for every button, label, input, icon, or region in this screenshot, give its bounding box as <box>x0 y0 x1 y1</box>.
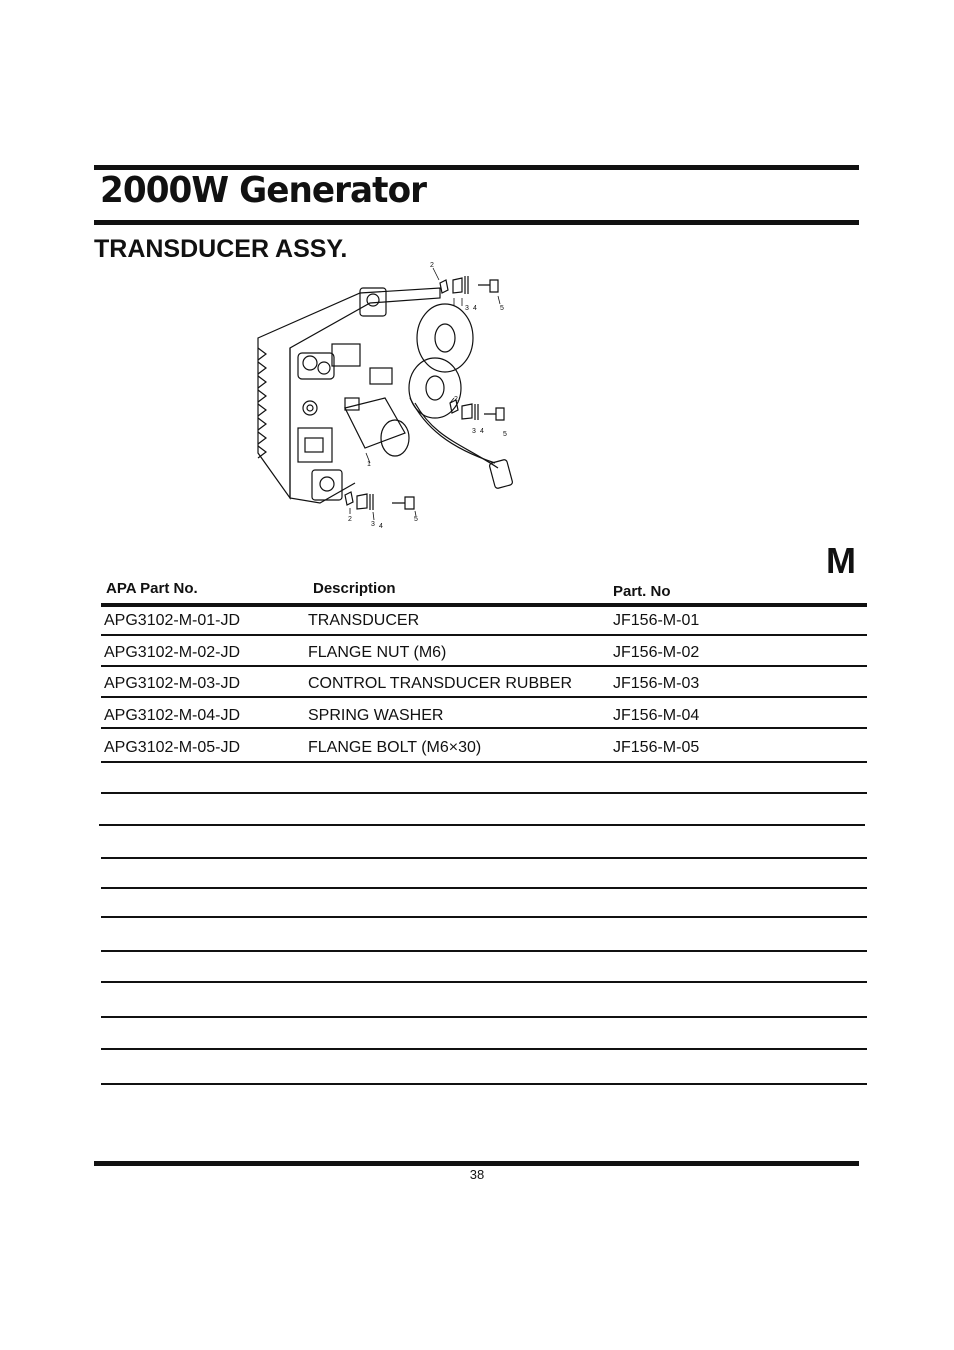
row-divider <box>101 727 867 729</box>
section-title: TRANSDUCER ASSY. <box>94 235 348 263</box>
apa-part-number: APG3102-M-03-JD <box>104 675 241 692</box>
column-header-apa: APA Part No. <box>106 580 198 597</box>
callout-1: 1 <box>367 461 371 468</box>
callout-2-middle: 2 <box>454 396 458 403</box>
part-description: CONTROL TRANSDUCER RUBBER <box>308 675 573 692</box>
callout-4-top: 4 <box>473 305 477 312</box>
empty-row-divider <box>101 792 867 794</box>
part-number: JF156-M-04 <box>613 707 700 724</box>
empty-row-divider <box>101 1016 867 1018</box>
table-header-rule <box>101 603 867 607</box>
mount-tab-bottom <box>312 470 342 500</box>
callout-2-top: 2 <box>430 262 434 269</box>
fastener-set-top <box>440 276 498 294</box>
capacitor <box>345 398 405 448</box>
heatsink-fins <box>258 348 266 458</box>
empty-row-divider <box>101 981 867 983</box>
empty-row-divider <box>101 916 867 918</box>
empty-row-divider <box>99 824 865 826</box>
row-divider <box>101 696 867 698</box>
callout-5-top: 5 <box>500 305 504 312</box>
row-divider <box>101 761 867 763</box>
table-row <box>0 707 954 737</box>
table-row <box>0 612 954 642</box>
column-header-description: Description <box>313 580 396 597</box>
apa-part-number: APG3102-M-02-JD <box>104 644 241 661</box>
apa-part-number: APG3102-M-04-JD <box>104 707 241 724</box>
part-description: SPRING WASHER <box>308 707 444 724</box>
fastener-set-bottom <box>345 492 414 510</box>
footer-rule <box>94 1161 859 1166</box>
part-description: TRANSDUCER <box>308 612 420 629</box>
callout-4-middle: 4 <box>480 428 484 435</box>
callout-4-bottom: 4 <box>379 523 383 530</box>
page-number: 38 <box>469 1167 485 1182</box>
transducer-exploded-diagram <box>250 258 530 533</box>
part-number: JF156-M-03 <box>613 675 700 692</box>
toroid-coil-upper <box>417 304 473 372</box>
callout-5-middle: 5 <box>503 431 507 438</box>
empty-row-divider <box>101 1048 867 1050</box>
apa-part-number: APG3102-M-05-JD <box>104 739 241 756</box>
part-description: FLANGE BOLT (M6×30) <box>308 739 482 756</box>
part-number: JF156-M-05 <box>613 739 700 756</box>
column-header-part: Part. No <box>613 583 671 600</box>
section-letter: M <box>826 540 856 581</box>
empty-row-divider <box>101 1083 867 1085</box>
callout-3-bottom: 3 <box>371 521 375 528</box>
title-underline-rule <box>94 220 859 225</box>
table-row <box>0 739 954 769</box>
apa-part-number: APG3102-M-01-JD <box>104 612 241 629</box>
part-description: FLANGE NUT (M6) <box>308 644 447 661</box>
part-number: JF156-M-01 <box>613 612 700 629</box>
page-title: 2000W Generator <box>100 170 427 211</box>
table-row <box>0 675 954 705</box>
empty-row-divider <box>101 857 867 859</box>
empty-row-divider <box>101 887 867 889</box>
empty-row-divider <box>101 950 867 952</box>
callout-3-top: 3 <box>465 305 469 312</box>
heatsink-body <box>258 288 440 498</box>
callout-2-bottom: 2 <box>348 516 352 523</box>
callout-5-bottom: 5 <box>414 516 418 523</box>
connector-plug <box>489 459 513 489</box>
row-divider <box>101 665 867 667</box>
part-number: JF156-M-02 <box>613 644 700 661</box>
callout-3-middle: 3 <box>472 428 476 435</box>
row-divider <box>101 634 867 636</box>
table-row <box>0 644 954 674</box>
